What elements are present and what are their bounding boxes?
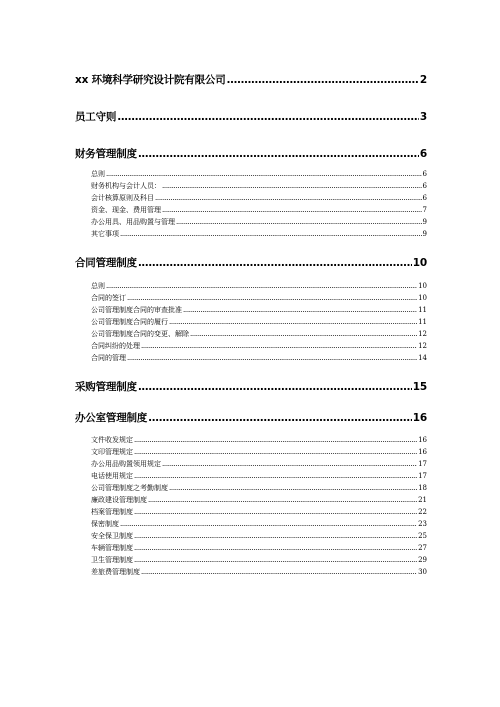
toc-leader-dots [183,306,417,314]
toc-subentry[interactable] [75,543,427,555]
toc-subentry-page: 14 [418,354,427,362]
toc-subentry-title: 公司管理制度合同的变更、解除 [91,330,189,338]
toc-subentry-title: 安全保卫制度 [91,532,133,540]
toc-subentry[interactable] [75,169,427,181]
toc-subentry-page: 11 [418,318,427,326]
toc-leader-dots [141,342,417,350]
toc-entry-company[interactable] [75,72,427,92]
toc-entry-contract[interactable] [75,255,427,275]
toc-entry-office[interactable] [75,410,427,430]
toc-subentry[interactable] [75,329,427,341]
toc-subentry-page: 7 [422,206,427,214]
toc-subentry-page: 16 [418,448,427,456]
toc-entry-title: xx 环境科学研究设计院有限公司 [75,74,226,86]
toc-entry-page: 15 [412,381,427,393]
toc-entry-title: 合同管理制度 [75,257,137,269]
toc-subentry-page: 12 [418,342,427,350]
toc-subentry-title: 公司管理制度之考勤制度 [91,484,168,492]
toc-subentry-page: 11 [418,306,427,314]
toc-leader-dots [134,436,417,444]
toc-subentry-title: 差旅费管理制度 [91,568,140,576]
toc-leader-dots [138,257,412,269]
toc-leader-dots [138,148,419,160]
toc-subentry-page: 22 [418,508,427,516]
toc-leader-dots [106,170,422,178]
toc-subentry[interactable] [75,459,427,471]
toc-subentry[interactable] [75,471,427,483]
toc-entry-title: 采购管理制度 [75,381,137,393]
toc-subentry-title: 公司管理制度合同的审查批准 [91,306,182,314]
toc-leader-dots [117,111,419,123]
toc-subentry[interactable] [75,435,427,447]
table-of-contents [75,72,427,579]
toc-entry-page: 6 [419,148,427,160]
toc-entry-page: 10 [412,257,427,269]
toc-subentry[interactable] [75,507,427,519]
toc-leader-dots [134,532,417,540]
toc-subentry[interactable] [75,531,427,543]
toc-entry-purchase[interactable] [75,379,427,399]
toc-leader-dots [127,354,417,362]
toc-subentry-page: 30 [418,568,427,576]
toc-leader-dots [127,294,417,302]
toc-entry-title: 办公室管理制度 [75,412,148,424]
toc-subentry[interactable] [75,341,427,353]
toc-leader-dots [169,318,417,326]
toc-leader-dots [148,412,412,424]
toc-subentry-title: 总则 [91,170,105,178]
toc-entry-page: 16 [412,412,427,424]
toc-subentry[interactable] [75,205,427,217]
toc-subentry-page: 21 [418,496,427,504]
toc-subentry-page: 18 [418,484,427,492]
toc-subentry-title: 档案管理制度 [91,508,133,516]
toc-leader-dots [120,230,422,238]
toc-leader-dots [134,544,417,552]
toc-leader-dots [134,508,417,516]
toc-subentry[interactable] [75,281,427,293]
toc-leader-dots [106,282,417,290]
toc-subentry-title: 文件收发规定 [91,436,133,444]
toc-subentry-page: 9 [422,230,427,238]
toc-subentry-page: 17 [418,460,427,468]
toc-leader-dots [148,496,417,504]
toc-leader-dots [120,520,417,528]
toc-subentry[interactable] [75,483,427,495]
toc-entry-page: 3 [419,111,427,123]
toc-subentry-page: 9 [422,218,427,226]
toc-subentry-title: 财务机构与会计人员： [91,182,161,190]
toc-subentry-title: 文印管理规定 [91,448,133,456]
toc-subentry-title: 廉政建设管理制度 [91,496,147,504]
toc-subentry-page: 23 [418,520,427,528]
toc-subentry[interactable] [75,181,427,193]
toc-entry-employee-rules[interactable] [75,109,427,129]
toc-subentry-page: 12 [418,330,427,338]
toc-entry-title: 财务管理制度 [75,148,137,160]
toc-subentry[interactable] [75,217,427,229]
toc-subentry[interactable] [75,567,427,579]
toc-leader-dots [162,206,422,214]
toc-subentry[interactable] [75,495,427,507]
toc-leader-dots [155,194,422,202]
toc-entry-page: 2 [419,74,427,86]
toc-leader-dots [141,568,417,576]
toc-subentry-title: 合同的管理 [91,354,126,362]
toc-subentry[interactable] [75,447,427,459]
toc-subentry[interactable] [75,193,427,205]
toc-subentry-page: 27 [418,544,427,552]
toc-subentry-title: 电话使用规定 [91,472,133,480]
toc-subentry[interactable] [75,305,427,317]
toc-leader-dots [134,448,417,456]
toc-subentry-title: 会计核算原则及科目 [91,194,154,202]
toc-subentry-page: 6 [422,182,427,190]
toc-subentry-title: 保密制度 [91,520,119,528]
toc-subentry-title: 办公用具、用品购置与管理 [91,218,175,226]
toc-subentry[interactable] [75,555,427,567]
toc-subentry-page: 10 [418,294,427,302]
toc-subentry[interactable] [75,519,427,531]
toc-leader-dots [134,472,417,480]
toc-subentry-page: 16 [418,436,427,444]
toc-subentry-title: 车辆管理制度 [91,544,133,552]
toc-subentry[interactable] [75,229,427,241]
toc-subentry[interactable] [75,353,427,365]
toc-entry-finance[interactable] [75,146,427,166]
toc-subentry-page: 29 [418,556,427,564]
toc-subentry-title: 公司管理制度合同的履行 [91,318,168,326]
toc-leader-dots [227,74,419,86]
toc-subentry-page: 25 [418,532,427,540]
toc-subentry-page: 10 [418,282,427,290]
toc-subentry-title: 卫生管理制度 [91,556,133,564]
toc-leader-dots [176,218,422,226]
toc-subentry-title: 其它事项 [91,230,119,238]
toc-subentry[interactable] [75,293,427,305]
toc-leader-dots [138,381,412,393]
toc-leader-dots [162,182,422,190]
toc-leader-dots [134,556,417,564]
toc-subentry[interactable] [75,317,427,329]
toc-leader-dots [190,330,417,338]
toc-leader-dots [162,460,417,468]
toc-subentry-title: 资金、现金、费用管理 [91,206,161,214]
toc-subentry-title: 合同纠纷的处理 [91,342,140,350]
toc-subentry-page: 6 [422,194,427,202]
toc-subentry-page: 17 [418,472,427,480]
toc-subentry-page: 6 [422,170,427,178]
toc-subentry-title: 办公用品购置领用规定 [91,460,161,468]
toc-subentry-title: 合同的签订 [91,294,126,302]
toc-subentry-title: 总则 [91,282,105,290]
toc-entry-title: 员工守则 [75,111,117,123]
toc-leader-dots [169,484,417,492]
